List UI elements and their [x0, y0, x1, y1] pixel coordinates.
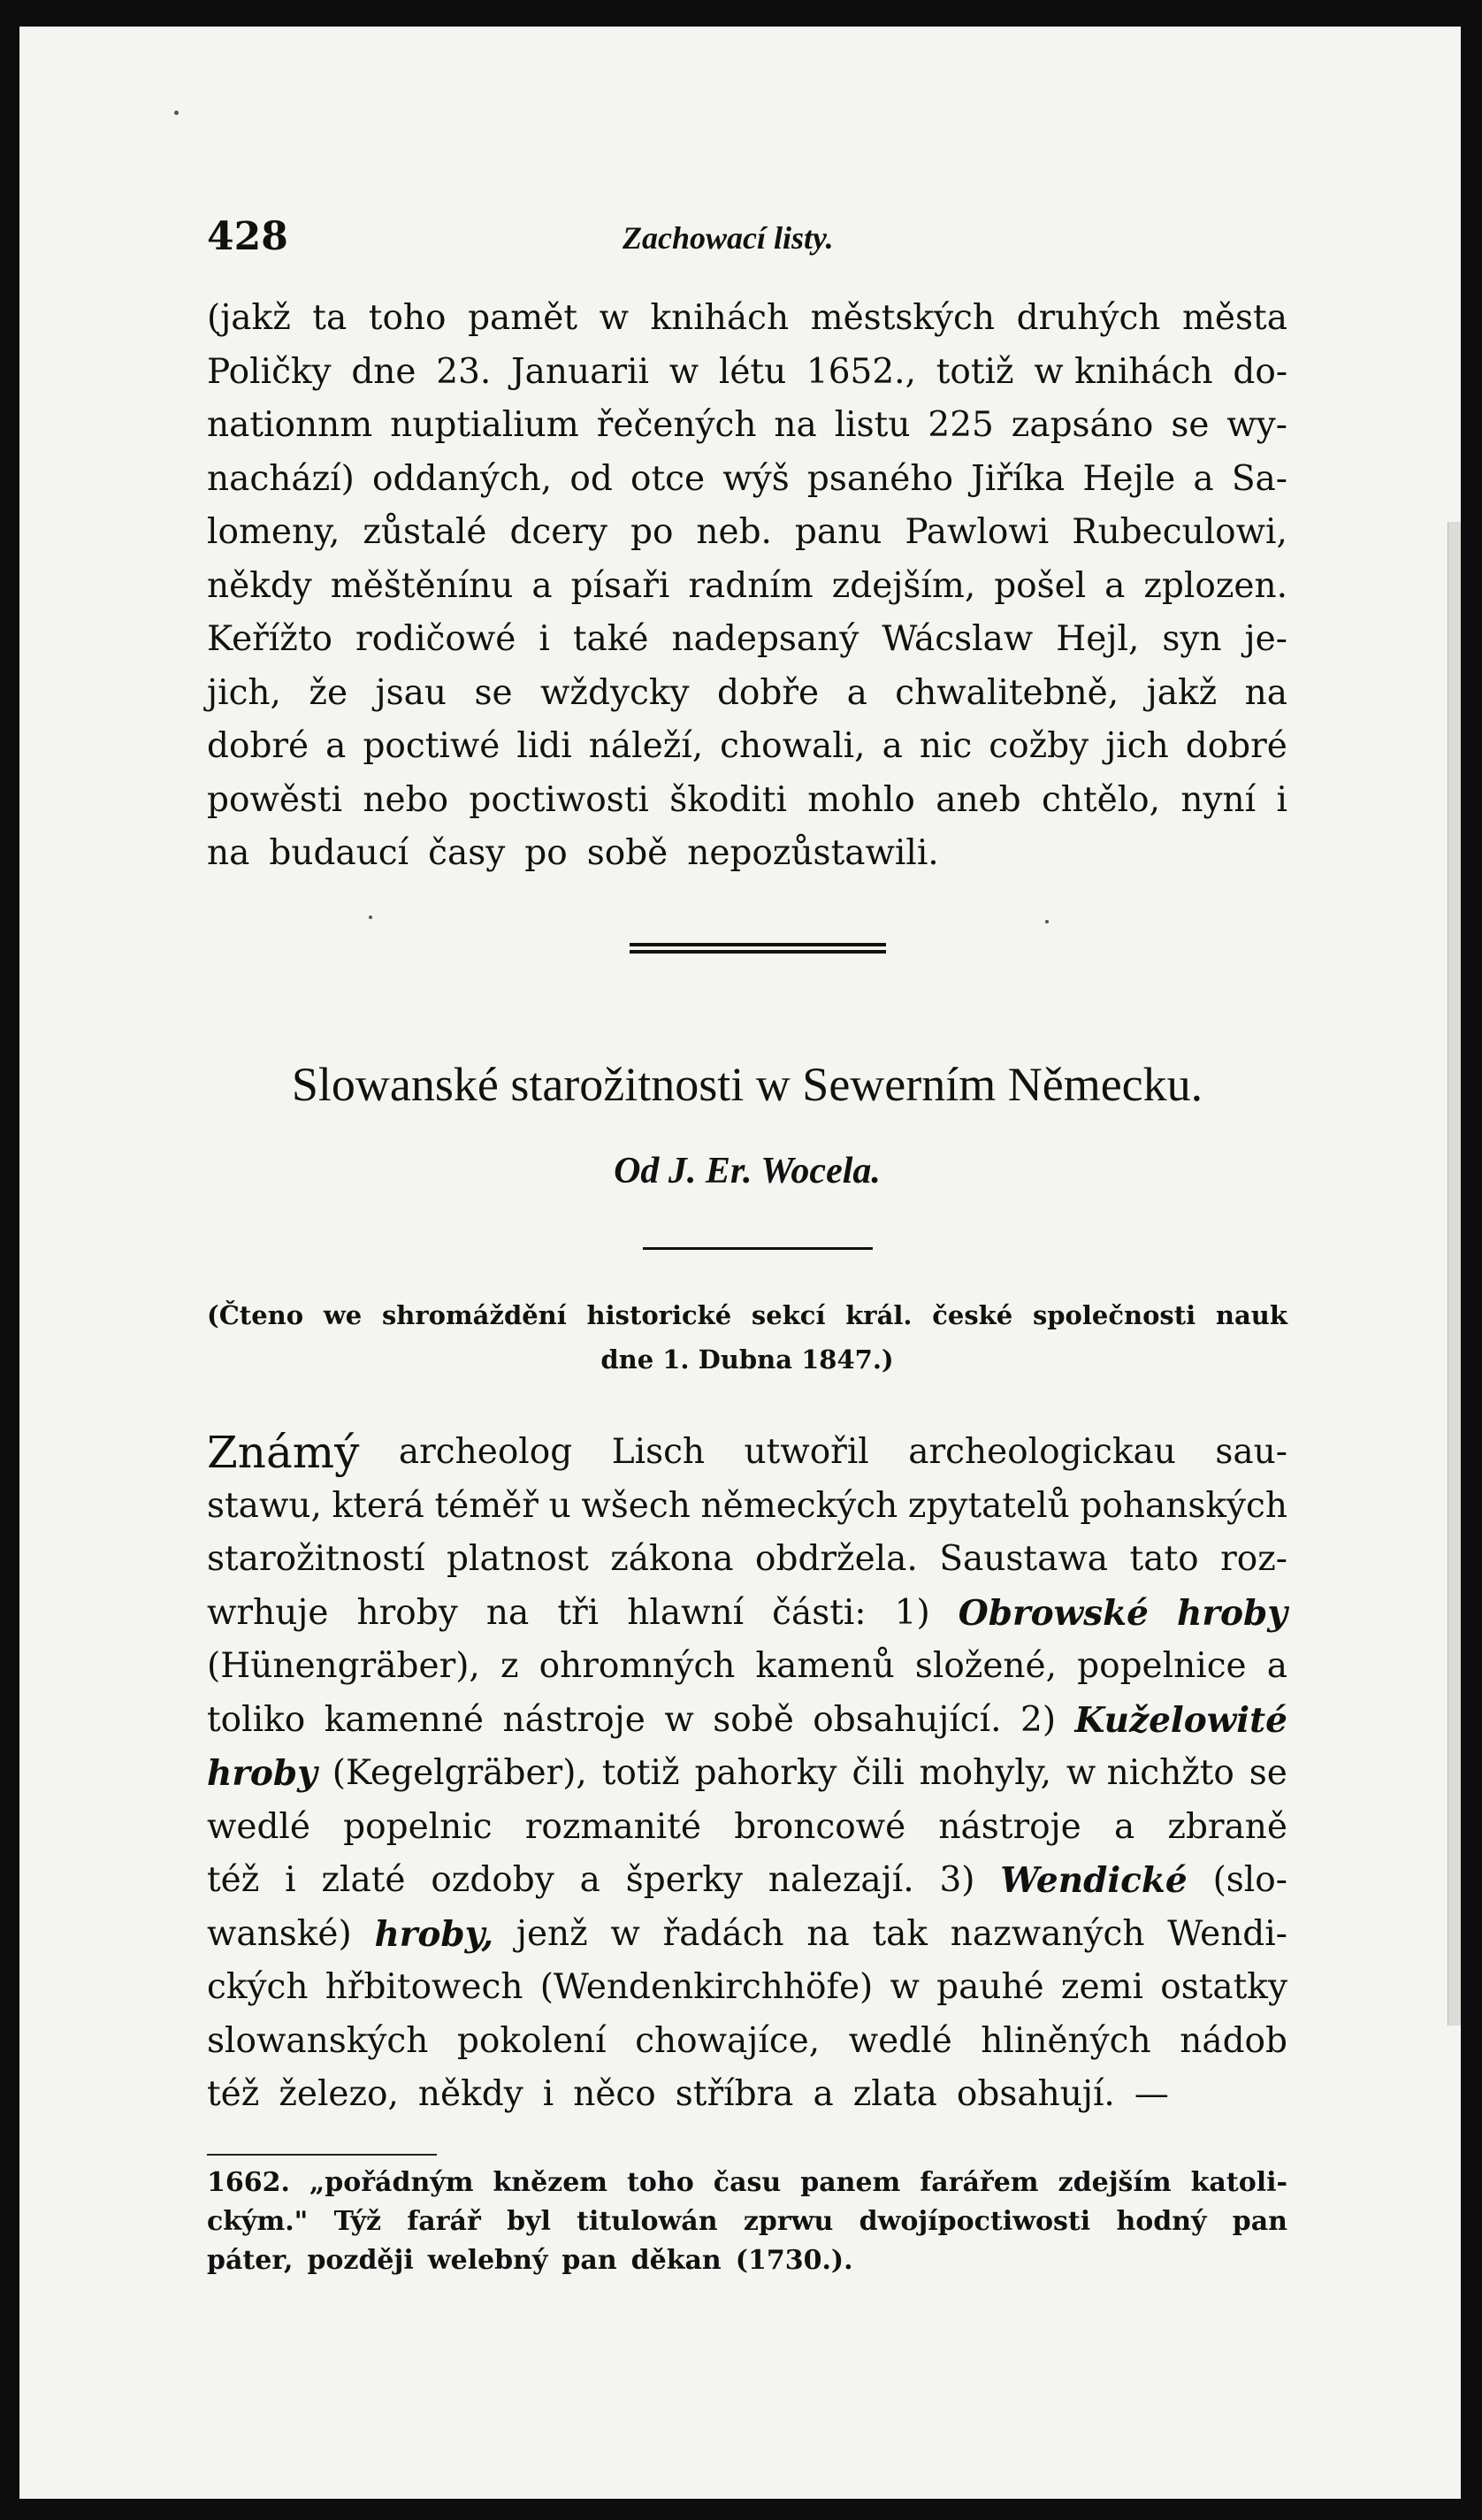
text-line — [207, 667, 1287, 721]
word: Obrowské — [958, 1592, 1149, 1634]
word: lidi — [516, 726, 572, 766]
word: 23. — [436, 351, 492, 392]
word: pan — [561, 2245, 617, 2276]
word: (slo- — [1212, 1860, 1287, 1900]
word: wedlé — [207, 1806, 310, 1847]
word: na — [774, 405, 817, 445]
word: knězem — [493, 2167, 608, 2198]
word: a — [1266, 1646, 1287, 1686]
word: oddaných, — [372, 458, 553, 499]
word: Hejle — [1082, 458, 1176, 499]
word: w — [664, 1699, 694, 1740]
word: a — [813, 2074, 834, 2114]
word: na — [1244, 672, 1287, 713]
word: w — [668, 351, 699, 392]
word: Hejl, — [1056, 619, 1140, 659]
word: nalezají. — [768, 1860, 914, 1900]
word: roz- — [1220, 1539, 1287, 1579]
word: zákona — [610, 1539, 734, 1579]
word: dcery — [509, 512, 608, 552]
text-line — [207, 560, 1287, 614]
word: řadách — [662, 1913, 784, 1954]
word: a — [1113, 1806, 1135, 1847]
word: jenž — [516, 1913, 588, 1954]
word: farářem — [920, 2167, 1039, 2198]
word: Známý — [207, 1427, 360, 1478]
word: obsahující. — [813, 1699, 1002, 1740]
word: složené, — [914, 1646, 1058, 1686]
word: létu — [718, 351, 787, 392]
word: nachází) — [207, 458, 355, 499]
text-line — [207, 1533, 1287, 1587]
text-line — [207, 1747, 1287, 1801]
word: městských — [810, 298, 996, 338]
word: platnost — [447, 1539, 589, 1579]
word: zapsáno — [1011, 405, 1154, 445]
word: tři — [557, 1592, 600, 1633]
print-speck — [369, 915, 372, 919]
word: i — [539, 619, 550, 659]
word: rozmanité — [524, 1806, 702, 1847]
word: Pawlowi — [905, 512, 1050, 552]
word: panem — [800, 2167, 901, 2198]
word: na — [806, 1913, 850, 1954]
word: pohanských — [1080, 1485, 1287, 1526]
word: syn — [1162, 619, 1222, 659]
word: popelnic — [343, 1806, 493, 1847]
word: aneb — [936, 779, 1021, 820]
word: ckým." — [207, 2206, 309, 2237]
word: sobě — [713, 1699, 794, 1740]
word: i — [285, 1860, 296, 1900]
word: chowajíce, — [635, 2020, 821, 2061]
word: stříbra — [675, 2074, 794, 2114]
article-title: Slowanské starožitnosti w Sewerním Německu. — [291, 1058, 1203, 1111]
word: zpytatelů — [907, 1485, 1070, 1526]
word: budaucí — [269, 833, 409, 873]
word: měštěnínu — [330, 565, 514, 606]
word: Saustawa — [939, 1539, 1108, 1579]
word: pamět — [468, 298, 578, 338]
word: nic — [919, 726, 973, 766]
word: nuptialium — [390, 405, 579, 445]
word: (jakž — [207, 298, 291, 338]
word: ckých — [207, 1967, 309, 2007]
word: společnosti — [1032, 1300, 1196, 1330]
footnote-line — [207, 2164, 1287, 2202]
word: w — [890, 1967, 920, 2007]
text-line — [207, 1801, 1287, 1855]
word: powěsti — [207, 779, 343, 820]
text-line — [207, 506, 1287, 560]
word: shromáždění — [381, 1300, 567, 1330]
word: pauhé — [936, 1967, 1044, 2007]
page-edge — [1448, 522, 1461, 2026]
word: historické — [586, 1300, 732, 1330]
word: a — [531, 565, 553, 606]
word: we — [323, 1300, 363, 1330]
text-line — [207, 2015, 1287, 2069]
word: chowali, — [720, 726, 866, 766]
word: slowanských — [207, 2020, 429, 2061]
word: Rubeculowi, — [1072, 512, 1287, 552]
text-line — [207, 453, 1287, 507]
word: starožitností — [207, 1539, 425, 1579]
word: časy — [428, 833, 506, 873]
reading-note-line — [207, 1293, 1287, 1337]
text-line — [207, 1961, 1287, 2015]
word: i — [542, 2074, 554, 2114]
word: hlawní — [627, 1592, 745, 1633]
page-number: 428 — [207, 214, 288, 259]
book-page — [19, 27, 1461, 2499]
word: popelnice — [1077, 1646, 1247, 1686]
word: i — [1276, 779, 1287, 820]
word: nepozůstawili. — [687, 833, 939, 873]
text-line — [207, 2068, 1287, 2122]
word: broncowé — [734, 1806, 906, 1847]
word: Kuželowité — [1074, 1699, 1287, 1741]
word: pan — [1232, 2206, 1287, 2237]
word: děkan — [630, 2245, 722, 2276]
word: a — [1104, 565, 1126, 606]
word: části: — [772, 1592, 867, 1633]
text-line — [207, 1640, 1287, 1694]
word: zlaté — [321, 1860, 406, 1900]
word: (Kegelgräber), — [332, 1753, 587, 1793]
word: náleží, — [588, 726, 704, 766]
text-line — [207, 720, 1287, 774]
word: na — [207, 833, 250, 873]
word: Sa- — [1231, 458, 1287, 499]
word: toho — [368, 298, 447, 338]
word: radním — [688, 565, 814, 606]
double-rule-divider — [630, 943, 886, 954]
article-author: Od J. Er. Wocela. — [614, 1151, 881, 1191]
word: cožby — [989, 726, 1089, 766]
word: nástroje — [502, 1699, 646, 1740]
word: do- — [1233, 351, 1287, 392]
running-title: Zachowací listy. — [623, 220, 834, 256]
word: sekcí — [751, 1300, 826, 1330]
word: města — [1181, 298, 1287, 338]
word: mohlo — [807, 779, 915, 820]
word: panu — [794, 512, 882, 552]
word: chwalitebně, — [895, 672, 1119, 713]
word: 225 — [928, 405, 994, 445]
word: wanské) — [207, 1913, 352, 1954]
word: hroby — [1177, 1592, 1287, 1634]
word: — — [1134, 2074, 1169, 2114]
word: neb. — [696, 512, 772, 552]
word: obdržela. — [755, 1539, 918, 1579]
word: a — [846, 672, 867, 713]
word: (Hünengräber), — [207, 1646, 480, 1686]
word: nadepsaný — [671, 619, 859, 659]
word: která — [332, 1485, 424, 1526]
word: (1730.). — [735, 2245, 853, 2276]
word: kamenů — [755, 1646, 895, 1686]
word: se — [474, 672, 513, 713]
word: z — [500, 1646, 519, 1686]
word: 2) — [1020, 1699, 1057, 1740]
word: a — [882, 726, 903, 766]
word: české — [932, 1300, 1013, 1330]
word: u — [548, 1485, 571, 1526]
footnote — [207, 2164, 1287, 2280]
word: archeologickau — [908, 1432, 1176, 1472]
word: hroby — [207, 1753, 317, 1794]
word: 1662. — [207, 2167, 290, 2198]
word: také — [572, 619, 649, 659]
text-line — [207, 1908, 1287, 1962]
word: něco — [573, 2074, 656, 2114]
word: katoli- — [1190, 2167, 1287, 2198]
word: nádob — [1180, 2020, 1287, 2061]
word: poctiwosti — [469, 779, 649, 820]
word: nauk — [1215, 1300, 1287, 1330]
word: stawu, — [207, 1485, 322, 1526]
word: nyní — [1180, 779, 1257, 820]
word: totiž — [936, 351, 1014, 392]
word: „pořádným — [309, 2167, 474, 2198]
word: chtělo, — [1041, 779, 1161, 820]
word: čili — [852, 1753, 905, 1793]
word: dobré — [207, 726, 309, 766]
word: hroby, — [374, 1913, 494, 1955]
word: archeolog — [398, 1432, 573, 1472]
word: později — [307, 2245, 414, 2276]
word: řečených — [596, 405, 757, 445]
word: pošel — [994, 565, 1087, 606]
text-line — [207, 346, 1287, 400]
word: otce — [630, 458, 706, 499]
print-speck — [174, 111, 179, 115]
reading-note — [207, 1293, 1287, 1382]
word: poctiwé — [363, 726, 500, 766]
word: páter, — [207, 2245, 294, 2276]
word: wrhuje — [207, 1592, 329, 1633]
word: psaného — [806, 458, 953, 499]
text-line — [207, 1480, 1287, 1534]
word: že — [309, 672, 348, 713]
text-line — [207, 774, 1287, 828]
text-line — [207, 613, 1287, 667]
word: titulowán — [577, 2206, 718, 2237]
word: od — [569, 458, 613, 499]
word: dobré — [1185, 726, 1287, 766]
article-body — [207, 1426, 1287, 2122]
word: písaři — [570, 565, 670, 606]
word: w knihách — [1034, 351, 1213, 392]
word: Jiříka — [971, 458, 1066, 499]
page-header — [207, 205, 897, 267]
word: mohyly, — [919, 1753, 1051, 1793]
word: Týž — [333, 2206, 382, 2237]
word: nebo — [363, 779, 449, 820]
word: zprwu — [743, 2206, 834, 2237]
word: listu — [834, 405, 911, 445]
word: 1) — [894, 1592, 930, 1633]
word: po — [524, 833, 568, 873]
word: dobře — [716, 672, 820, 713]
word: nástroje — [938, 1806, 1081, 1847]
word: tak — [872, 1913, 928, 1954]
word: a — [579, 1860, 600, 1900]
word: zemi — [1060, 1967, 1143, 2007]
word: farář — [407, 2206, 481, 2237]
word: a — [1193, 458, 1214, 499]
word: též — [207, 2074, 260, 2114]
word: též — [207, 1860, 260, 1900]
word: Wácslaw — [882, 619, 1034, 659]
word: kamenné — [324, 1699, 484, 1740]
word: jakž — [1146, 672, 1218, 713]
word: toho — [627, 2167, 694, 2198]
word: škoditi — [669, 779, 787, 820]
print-speck — [1045, 920, 1049, 923]
word: w — [599, 298, 629, 338]
word: w — [610, 1913, 640, 1954]
word: hodný — [1116, 2206, 1207, 2237]
word: se — [1249, 1753, 1287, 1793]
word: Wendické — [1000, 1860, 1188, 1901]
word: pokolení — [456, 2020, 607, 2061]
word: zbraně — [1167, 1806, 1287, 1847]
word: zplozen. — [1143, 565, 1287, 606]
word: wšech — [581, 1485, 691, 1526]
word: hliněných — [981, 2020, 1151, 2061]
word: knihách — [650, 298, 790, 338]
word: (Čteno — [207, 1300, 304, 1330]
word: dne — [351, 351, 416, 392]
word: Keřížto — [207, 619, 332, 659]
word: německých — [700, 1485, 898, 1526]
word: 3) — [939, 1860, 975, 1900]
word: někdy — [417, 2074, 523, 2114]
word: zůstalé — [363, 512, 487, 552]
word: zdejším — [1058, 2167, 1172, 2198]
word: pahorky — [694, 1753, 837, 1793]
word: ohromných — [539, 1646, 736, 1686]
word: Poličky — [207, 351, 332, 392]
word: a — [325, 726, 347, 766]
word: jich, — [207, 672, 281, 713]
word: nazwaných — [950, 1913, 1145, 1954]
word: se — [1171, 405, 1210, 445]
text-line — [207, 399, 1287, 453]
word: w nichžto — [1066, 1753, 1234, 1793]
word: Wendi- — [1167, 1913, 1287, 1954]
body-text-continued — [207, 292, 1287, 881]
footnote-line — [207, 2202, 1287, 2241]
text-line — [207, 292, 1287, 346]
word: wy- — [1226, 405, 1287, 445]
word: železo, — [279, 2074, 399, 2114]
word: rodičowé — [355, 619, 516, 659]
word: wýš — [722, 458, 790, 499]
word: někdy — [207, 565, 312, 606]
word: lomeny, — [207, 512, 340, 552]
footnote-separator — [207, 2154, 437, 2156]
word: utwořil — [744, 1432, 869, 1472]
text-line — [207, 1426, 1287, 1480]
word: král. — [845, 1300, 913, 1330]
word: téměř — [434, 1485, 539, 1526]
word: ta — [312, 298, 348, 338]
word: 1652., — [806, 351, 916, 392]
word: je- — [1244, 619, 1287, 659]
word: na — [485, 1592, 530, 1633]
word: sobě — [586, 833, 668, 873]
word: totiž — [601, 1753, 680, 1793]
word: byl — [507, 2206, 551, 2237]
word: nationnm — [207, 405, 373, 445]
word: času — [713, 2167, 782, 2198]
word: hřbitowech — [325, 1967, 523, 2007]
word: jich — [1105, 726, 1169, 766]
word: dwojípoctiwosti — [859, 2206, 1091, 2237]
text-line — [207, 1694, 1287, 1748]
word: po — [630, 512, 674, 552]
word: šperky — [625, 1860, 744, 1900]
text-line — [207, 1587, 1287, 1641]
reading-note-date: dne 1. Dubna 1847.) — [600, 1344, 894, 1375]
word: sau- — [1215, 1432, 1287, 1472]
word: ozdoby — [431, 1860, 554, 1900]
word: Januarii — [511, 351, 649, 392]
word: Lisch — [611, 1432, 706, 1472]
word: obsahují. — [956, 2074, 1115, 2114]
word: ostatky — [1160, 1967, 1287, 2007]
word: hroby — [356, 1592, 458, 1633]
text-line — [207, 1854, 1287, 1908]
footnote-line — [207, 2241, 1287, 2280]
word: wedlé — [848, 2020, 952, 2061]
word: welebný — [427, 2245, 548, 2276]
word: toliko — [207, 1699, 306, 1740]
word: druhých — [1016, 298, 1161, 338]
word: wždycky — [540, 672, 690, 713]
word: tato — [1129, 1539, 1199, 1579]
word: zlata — [852, 2074, 937, 2114]
rule-divider — [643, 1247, 873, 1250]
text-line — [207, 827, 1287, 881]
word: jsau — [375, 672, 447, 713]
word: (Wendenkirchhöfe) — [539, 1967, 874, 2007]
word: zdejším, — [831, 565, 976, 606]
